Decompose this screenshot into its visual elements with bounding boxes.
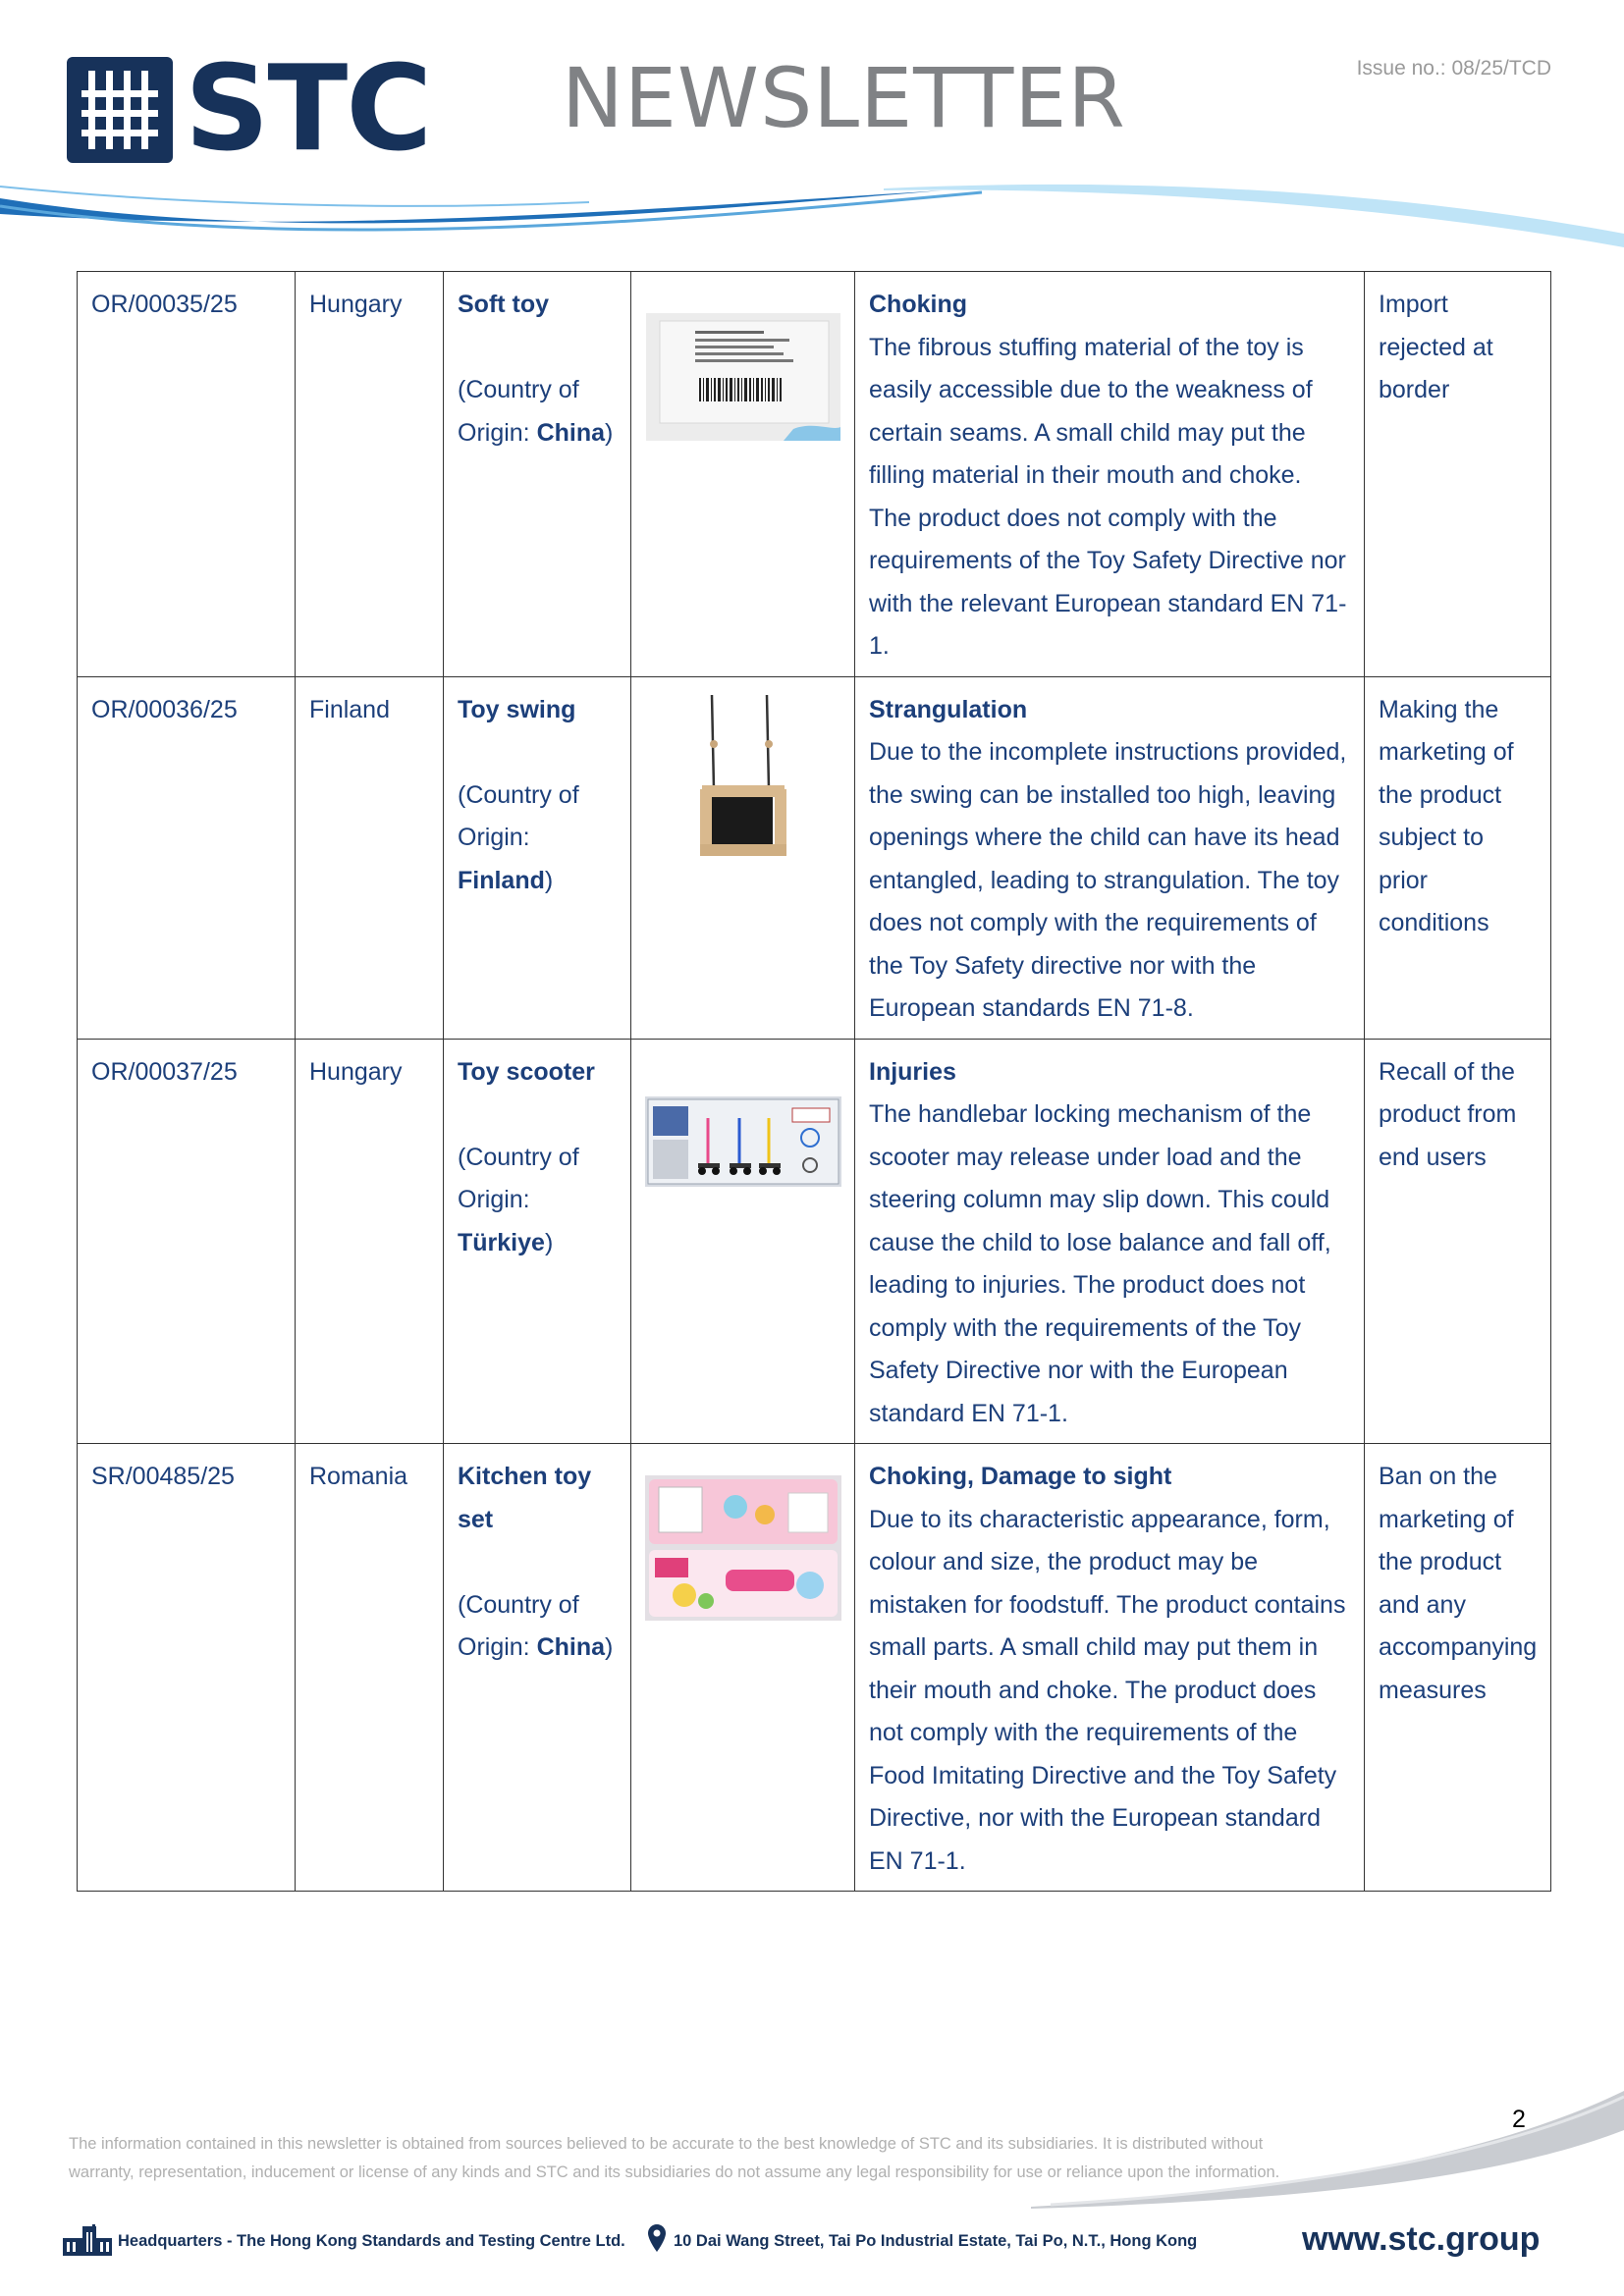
origin-suffix: )	[605, 418, 614, 447]
hazard-cell	[855, 676, 1365, 1039]
product-cell	[444, 1039, 631, 1444]
hazard-description: Due to its characteristic appearance, form, colour and size, the product may be mistaken for foodstuff. The product contains small parts. A small child may put them in their mouth and choke. The product does not comply with the requirements of the Food Imitating Directive and the Toy Safety Directive, nor with the European standard EN 71-1.	[869, 1505, 1346, 1875]
location-pin-icon	[648, 2224, 666, 2252]
hazard-cell	[855, 272, 1365, 677]
stc-logo	[67, 41, 431, 178]
product-name: Toy scooter	[458, 1057, 595, 1086]
footer-contact-bar	[63, 2220, 1565, 2260]
product-cell	[444, 272, 631, 677]
image-cell	[631, 272, 855, 677]
reference-number: OR/00036/25	[91, 695, 238, 723]
page-number: 2	[1512, 2106, 1526, 2133]
measure-text: Ban on the marketing of the product and any accompanying measures	[1379, 1463, 1538, 1704]
hazard-cell	[855, 1039, 1365, 1444]
header-swoosh-icon	[0, 177, 1624, 255]
reference-cell	[78, 1444, 296, 1892]
hazard-title: Choking	[869, 291, 967, 318]
reference-number: SR/00485/25	[91, 1463, 235, 1490]
address-text: 10 Dai Wang Street, Tai Po Industrial Estate, Tai Po, N.T., Hong Kong	[674, 2232, 1198, 2250]
notifying-country: Finland	[309, 695, 390, 723]
toy-scooter-box-photo	[645, 1096, 841, 1187]
hazard-description: Due to the incomplete instructions provided, the swing can be installed too high, leaving openings where the child can have its head entangled, leading to strangulation. The toy does not comply with the requirements of the Toy Safety directive nor with the European standards EN 71-8.	[869, 738, 1347, 1022]
reference-number: OR/00037/25	[91, 1057, 238, 1086]
notifying-country: Hungary	[309, 1057, 403, 1086]
table-row	[78, 272, 1551, 677]
origin-country: China	[536, 418, 606, 447]
measure-text: Recall of the product from end users	[1379, 1057, 1517, 1171]
measure-cell	[1365, 1039, 1551, 1444]
origin-country: Türkiye	[458, 1228, 545, 1256]
origin-prefix: (Country of Origin:	[458, 1590, 579, 1661]
page-title: NEWSLETTER	[562, 50, 1126, 146]
country-cell	[296, 1039, 444, 1444]
measure-cell	[1365, 676, 1551, 1039]
origin-prefix: (Country of Origin:	[458, 1143, 579, 1213]
product-recall-table	[77, 271, 1551, 1892]
product-name: Soft toy	[458, 291, 550, 318]
reference-cell	[78, 1039, 296, 1444]
country-cell	[296, 676, 444, 1039]
image-cell	[631, 676, 855, 1039]
hazard-cell	[855, 1444, 1365, 1892]
headquarters-text: Headquarters - The Hong Kong Standards and Testing Centre Ltd.	[118, 2232, 625, 2250]
website-link[interactable]: www.stc.group	[1302, 2220, 1541, 2258]
product-cell	[444, 1444, 631, 1892]
logo-text: STC	[185, 41, 431, 178]
origin-country: Finland	[458, 866, 545, 894]
hazard-description: The fibrous stuffing material of the toy is easily accessible due to the weakness of certain seams. A small child may put the filling material in their mouth and choke. The product does not comply with the requirements of the Toy Safety Directive nor with the relevant European standard EN 71-1.	[869, 333, 1347, 660]
product-name: Toy swing	[458, 695, 576, 723]
image-cell	[631, 1039, 855, 1444]
origin-prefix: (Country of Origin:	[458, 780, 579, 851]
image-cell	[631, 1444, 855, 1892]
kitchen-toy-set-photo	[645, 1475, 841, 1621]
newsletter-header	[0, 0, 1624, 265]
hazard-title: Strangulation	[869, 695, 1028, 723]
product-cell	[444, 676, 631, 1039]
origin-prefix: (Country of Origin:	[458, 376, 579, 447]
reference-cell	[78, 676, 296, 1039]
notifying-country: Hungary	[309, 291, 403, 318]
country-cell	[296, 1444, 444, 1892]
reference-cell	[78, 272, 296, 677]
toy-swing-photo	[684, 691, 802, 868]
disclaimer-text: The information contained in this newsletter is obtained from sources believed to be accurate to the best knowledge of STC and its subsidiaries. It is distributed without warranty, representation, inducement or license of any kinds and STC and its subsidiaries do not assume any legal responsibility for use or reliance upon the information.	[69, 2135, 1280, 2181]
stc-logo-mark-icon	[67, 57, 173, 163]
hazard-description: The handlebar locking mechanism of the scooter may release under load and the steering column may slip down. This could cause the child to lose balance and fall off, leading to injuries. The product does not comply with the requirements of the Toy Safety Directive nor with the European standard EN 71-1.	[869, 1100, 1331, 1427]
origin-country: China	[536, 1633, 606, 1661]
building-icon	[63, 2224, 112, 2256]
table-row	[78, 676, 1551, 1039]
origin-suffix: )	[544, 866, 554, 894]
reference-number: OR/00035/25	[91, 291, 238, 318]
measure-cell	[1365, 1444, 1551, 1892]
measure-text: Making the marketing of the product subject to prior conditions	[1379, 695, 1514, 936]
soft-toy-label-photo	[646, 313, 840, 441]
issue-number: Issue no.: 08/25/TCD	[1356, 57, 1551, 80]
origin-suffix: )	[544, 1228, 554, 1256]
measure-text: Import rejected at border	[1379, 291, 1493, 403]
measure-cell	[1365, 272, 1551, 677]
hazard-title: Choking, Damage to sight	[869, 1463, 1172, 1490]
country-cell	[296, 272, 444, 677]
hazard-title: Injuries	[869, 1057, 956, 1086]
table-row	[78, 1444, 1551, 1892]
table-row	[78, 1039, 1551, 1444]
origin-suffix: )	[605, 1633, 614, 1661]
product-name: Kitchen toy set	[458, 1463, 592, 1533]
notifying-country: Romania	[309, 1463, 408, 1490]
